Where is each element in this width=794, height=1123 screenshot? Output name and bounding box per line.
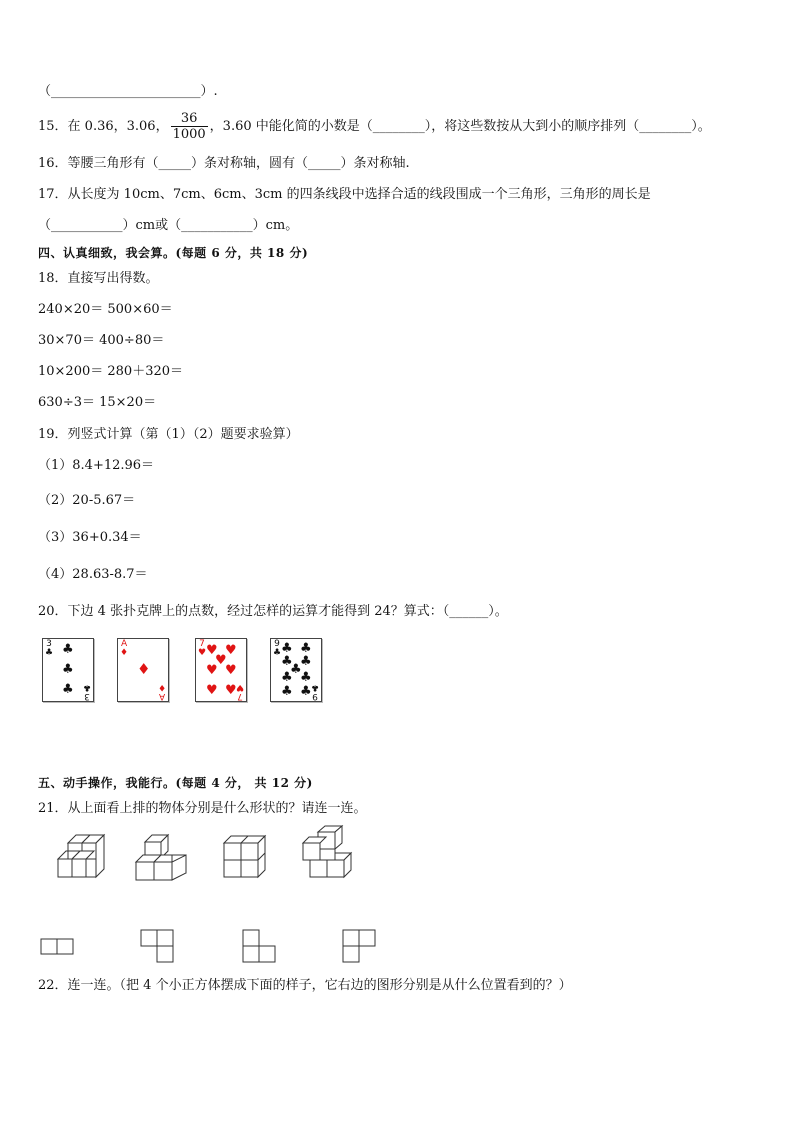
club-pip-icon: ♣ xyxy=(300,654,312,669)
q19-text: 19．列竖式计算（第（1）（2）题要求验算） xyxy=(38,427,299,442)
q16-text: 16．等腰三角形有（_____）条对称轴，圆有（_____）条对称轴. xyxy=(38,156,410,171)
club-pip-icon: ♣ xyxy=(281,641,293,656)
q18-row-4: 630÷3＝ 15×20＝ xyxy=(38,395,157,410)
section-4-heading: 四、认真细致，我会算。(每题 6 分，共 18 分) xyxy=(38,246,309,260)
diamond-pip-icon: ♦ xyxy=(137,660,151,678)
view-shape-3 xyxy=(243,930,275,962)
q20-text: 20．下边 4 张扑克牌上的点数，经过怎样的运算才能得到 24？算式：（______）。 xyxy=(38,604,508,619)
heart-pip-icon: ♥ xyxy=(215,653,227,668)
q15-prefix: 15．在 0.36，3.06， xyxy=(38,119,169,134)
card-9-rank-bottom: 9 ♣ xyxy=(310,682,319,701)
q19-item-1: （1）8.4+12.96＝ xyxy=(38,458,155,473)
q14-answer-tail: （_______________________）. xyxy=(38,84,218,99)
club-pip-icon: ♣ xyxy=(281,684,293,699)
club-pip-icon: ♣ xyxy=(300,684,312,699)
q22-text: 22．连一连。（把 4 个小正方体摆成下面的样子，它右边的图形分别是从什么位置看到的？） xyxy=(38,978,572,993)
q15-after-blank-1: ），将这些数按从大到小的顺序排列（ xyxy=(424,119,640,134)
card-3-rank-bottom: 3 ♣ xyxy=(82,682,91,701)
q18-text: 18．直接写出得数。 xyxy=(38,271,159,286)
heart-pip-icon: ♥ xyxy=(206,683,218,698)
section-5-heading: 五、动手操作，我能行。(每题 4 分， 共 12 分) xyxy=(38,776,313,790)
q15-fraction-numerator: 36 xyxy=(171,111,208,127)
card-7-rank-bottom: 7 ♥ xyxy=(235,682,244,701)
view-shape-1 xyxy=(41,939,73,954)
view-shape-2 xyxy=(141,930,173,962)
q17-text-line1: 17．从长度为 10cm、7cm、6cm、3cm 的四条线段中选择合适的线段围成一个三角形，三角形的周长是 xyxy=(38,187,651,202)
heart-pip-icon: ♥ xyxy=(206,663,218,678)
q19-item-4: （4）28.63-8.7＝ xyxy=(38,567,148,582)
card-ace-rank-bottom: A ♦ xyxy=(157,682,166,701)
q15-middle: ，3.60 中能化简的小数是（ xyxy=(209,119,373,134)
club-pip-icon: ♣ xyxy=(62,642,74,657)
q21-text: 21．从上面看上排的物体分别是什么形状的？请连一连。 xyxy=(38,801,367,816)
q19-item-3: （3）36+0.34＝ xyxy=(38,530,142,545)
cube-figure-4 xyxy=(303,826,351,877)
club-pip-icon: ♣ xyxy=(300,641,312,656)
q15-blank-1[interactable]: ________ xyxy=(372,119,425,134)
heart-pip-icon: ♥ xyxy=(225,683,237,698)
club-pip-icon: ♣ xyxy=(281,670,293,685)
q18-row-3: 10×200＝ 280＋320＝ xyxy=(38,364,184,379)
cube-figure-1 xyxy=(58,835,104,877)
q15-fraction-denominator: 1000 xyxy=(172,127,206,142)
heart-pip-icon: ♥ xyxy=(206,643,218,658)
q18-row-1: 240×20＝ 500×60＝ xyxy=(38,302,173,317)
club-pip-icon: ♣ xyxy=(62,662,74,677)
club-pip-icon: ♣ xyxy=(281,654,293,669)
q15-blank-2[interactable]: ________ xyxy=(639,119,692,134)
card-9-rank-top: 9 ♣ xyxy=(273,639,282,658)
card-7-rank-top: 7 ♥ xyxy=(198,639,207,658)
q17-text-line2: （___________）cm或（___________）cm。 xyxy=(38,218,299,233)
card-3-rank-top: 3 ♣ xyxy=(45,639,54,658)
cube-figure-3 xyxy=(224,836,265,877)
card-ace-rank-top: A ♦ xyxy=(120,639,129,658)
club-pip-icon: ♣ xyxy=(62,682,74,697)
q15-end: ）。 xyxy=(691,119,711,134)
heart-pip-icon: ♥ xyxy=(225,663,237,678)
heart-pip-icon: ♥ xyxy=(225,643,237,658)
club-pip-icon: ♣ xyxy=(290,662,302,677)
q18-row-2: 30×70＝ 400÷80＝ xyxy=(38,333,165,348)
view-shape-4 xyxy=(343,930,375,962)
cube-figure-2 xyxy=(136,835,186,880)
q19-item-2: （2）20-5.67＝ xyxy=(38,493,136,508)
club-pip-icon: ♣ xyxy=(300,670,312,685)
